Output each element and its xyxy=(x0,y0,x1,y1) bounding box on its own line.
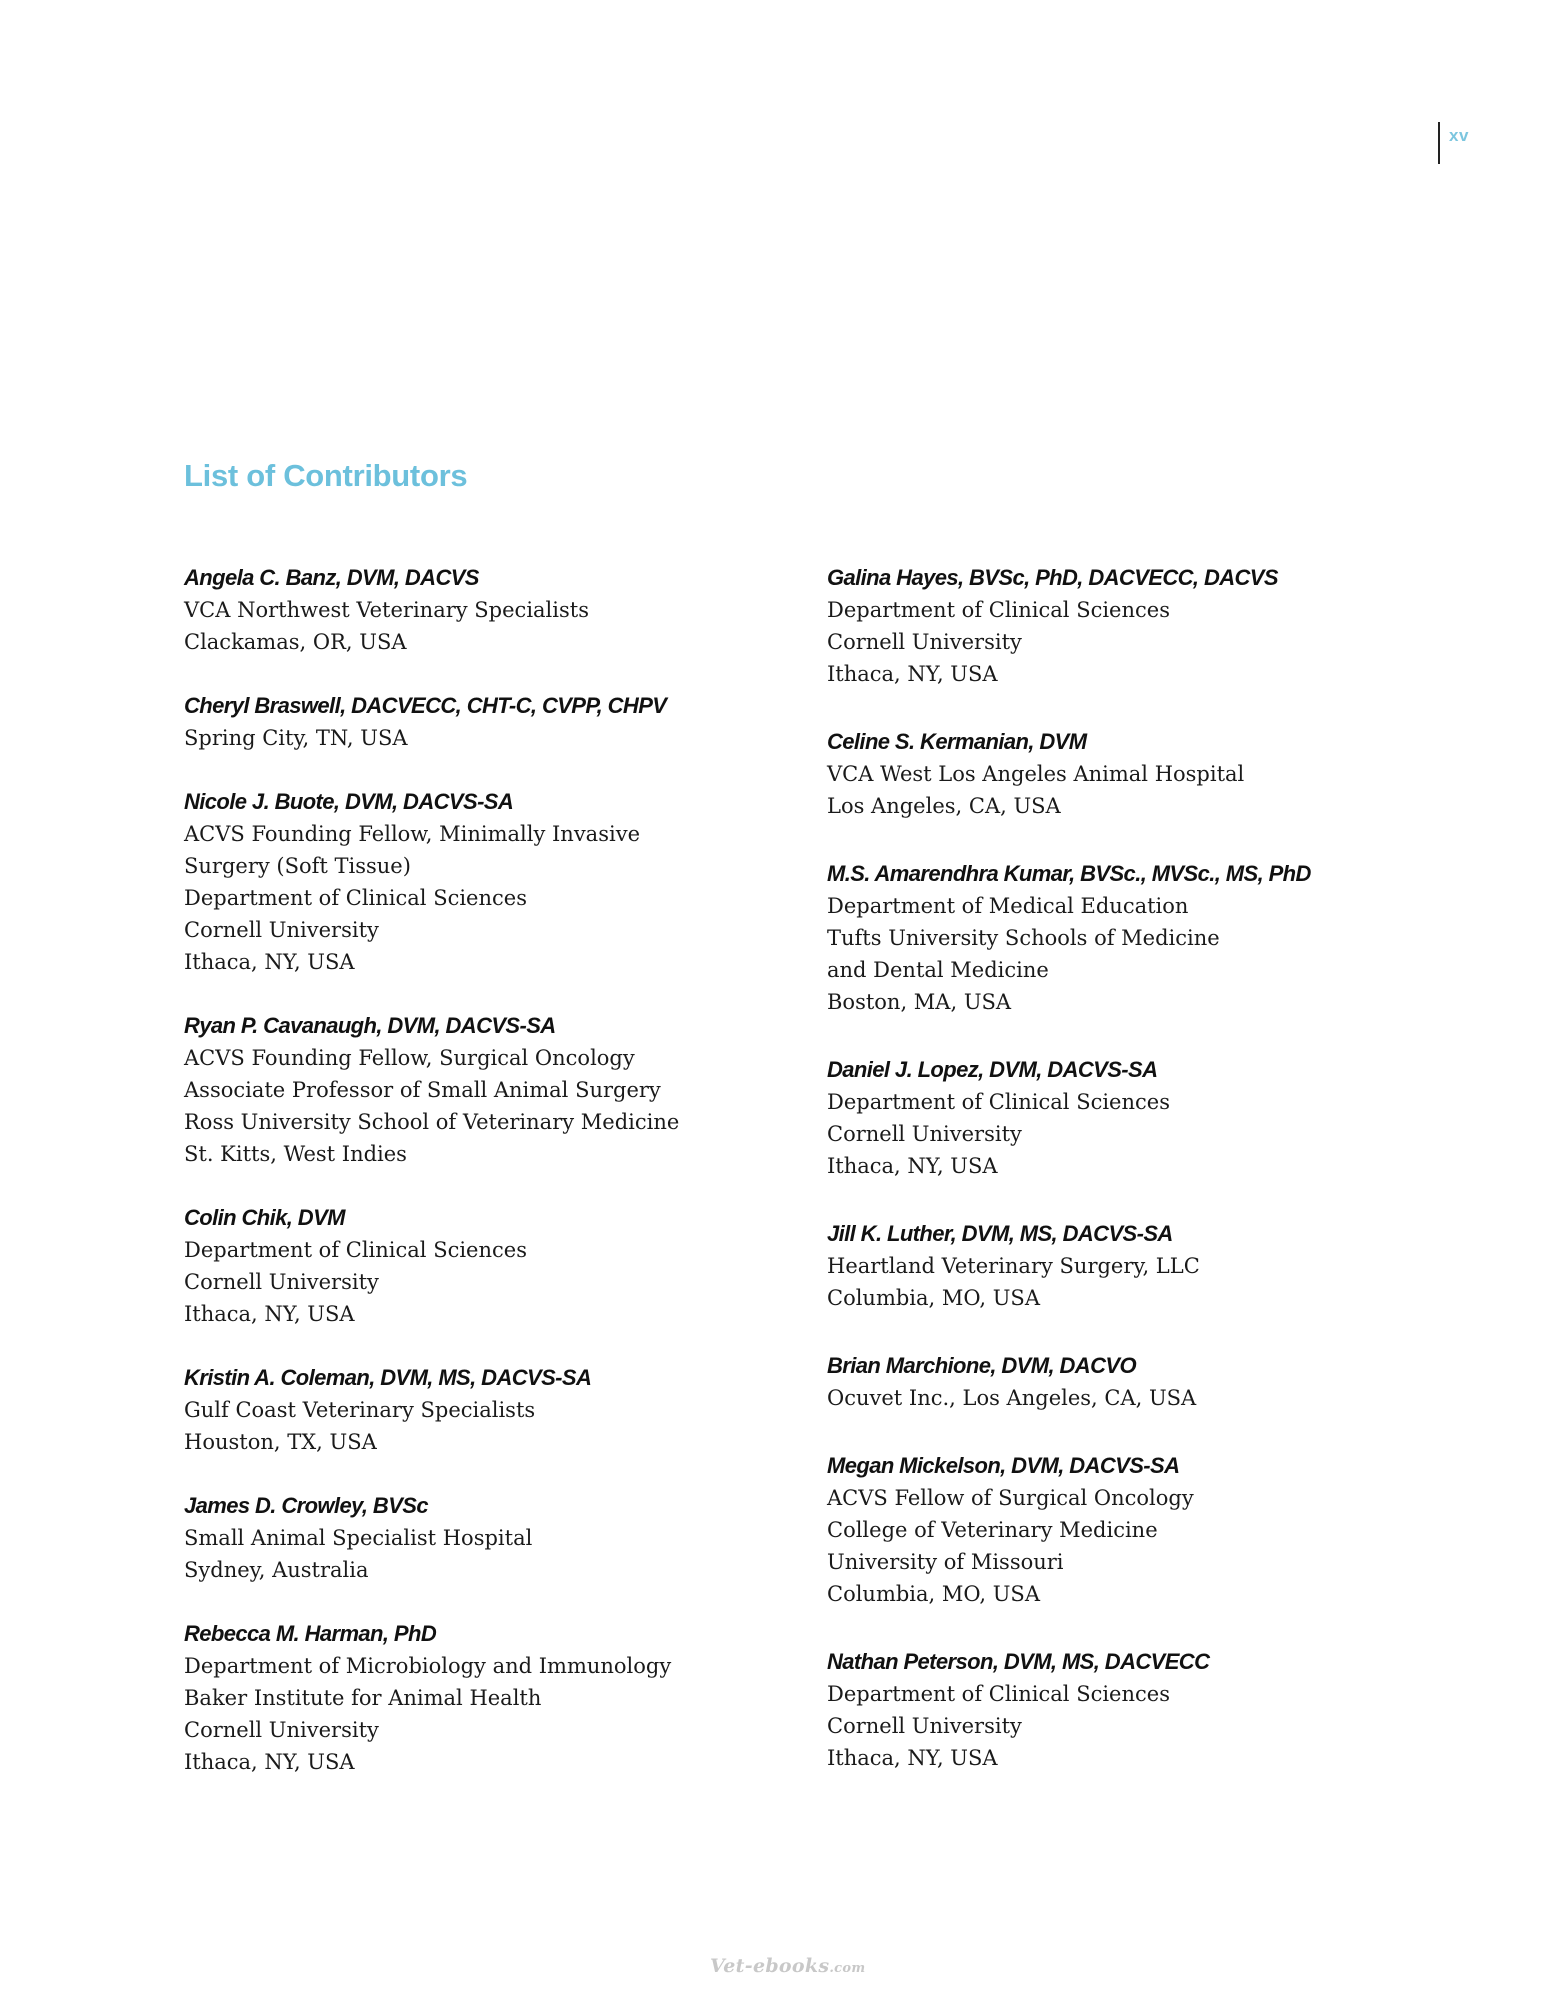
contributor-affiliation-line: College of Veterinary Medicine xyxy=(827,1518,1158,1542)
contributor-name: Nathan Peterson, DVM, MS, DACVECC xyxy=(827,1649,1210,1674)
contributor-affiliation-line: Tufts University Schools of Medicine xyxy=(827,926,1220,950)
contributor-name: Rebecca M. Harman, PhD xyxy=(184,1621,437,1646)
contributor-affiliation-line: Ocuvet Inc., Los Angeles, CA, USA xyxy=(827,1386,1197,1410)
contributor-name: Cheryl Braswell, DACVECC, CHT-C, CVPP, CHPV xyxy=(184,693,667,718)
contributor-affiliation-line: Cornell University xyxy=(184,1270,379,1294)
contributor-affiliation-line: Sydney, Australia xyxy=(184,1558,369,1582)
contributor-affiliation-line: Heartland Veterinary Surgery, LLC xyxy=(827,1254,1200,1278)
contributor-affiliation-line: ACVS Founding Fellow, Surgical Oncology xyxy=(184,1046,635,1070)
contributor-affiliation-line: Department of Clinical Sciences xyxy=(827,1090,1170,1114)
contributor-entry xyxy=(184,1010,824,1170)
contributor-affiliation-line: Spring City, TN, USA xyxy=(184,726,408,750)
contributor-affiliation-line: Boston, MA, USA xyxy=(827,990,1012,1014)
contributor-name: Colin Chik, DVM xyxy=(184,1205,345,1230)
contributor-affiliation-line: Baker Institute for Animal Health xyxy=(184,1686,542,1710)
contributor-affiliation-line: VCA Northwest Veterinary Specialists xyxy=(184,598,589,622)
contributor-affiliation-line: Ross University School of Veterinary Medicine xyxy=(184,1110,680,1134)
contributor-entry xyxy=(827,858,1467,1018)
contributor-affiliation-line: Ithaca, NY, USA xyxy=(184,1302,355,1326)
contributor-affiliation-line: Cornell University xyxy=(827,630,1022,654)
contributor-affiliation-line: Department of Clinical Sciences xyxy=(827,598,1170,622)
contributor-entry xyxy=(184,1490,824,1586)
contributor-affiliation-line: Surgery (Soft Tissue) xyxy=(184,854,411,878)
contributors-right-column xyxy=(827,562,1467,1774)
contributors-left-column xyxy=(184,562,824,1778)
contributor-affiliation-line: Houston, TX, USA xyxy=(184,1430,377,1454)
contributor-entry xyxy=(827,562,1467,690)
contributor-entry xyxy=(827,726,1467,822)
contributor-affiliation-line: Department of Clinical Sciences xyxy=(184,886,527,910)
contributor-entry xyxy=(827,1646,1467,1774)
watermark xyxy=(710,1955,865,1977)
contributor-affiliation-line: Ithaca, NY, USA xyxy=(184,950,355,974)
contributor-affiliation-line: Ithaca, NY, USA xyxy=(827,1746,998,1770)
contributor-affiliation-line: Small Animal Specialist Hospital xyxy=(184,1526,533,1550)
contributor-name: Daniel J. Lopez, DVM, DACVS-SA xyxy=(827,1057,1158,1082)
contributor-affiliation-line: Associate Professor of Small Animal Surgery xyxy=(184,1078,661,1102)
contributor-name: M.S. Amarendhra Kumar, BVSc., MVSc., MS, PhD xyxy=(827,861,1311,886)
contributor-entry xyxy=(184,786,824,978)
contributor-entry xyxy=(827,1450,1467,1610)
contributor-affiliation-line: Department of Clinical Sciences xyxy=(184,1238,527,1262)
contributor-affiliation-line: Cornell University xyxy=(184,1718,379,1742)
page-title: List of Contributors xyxy=(184,458,468,493)
watermark-suffix: .com xyxy=(829,1961,866,1976)
contributor-name: Megan Mickelson, DVM, DACVS-SA xyxy=(827,1453,1180,1478)
contributor-affiliation-line: Department of Clinical Sciences xyxy=(827,1682,1170,1706)
contributor-affiliation-line: Columbia, MO, USA xyxy=(827,1582,1040,1606)
contributor-entry xyxy=(827,1218,1467,1314)
contributor-affiliation-line: Ithaca, NY, USA xyxy=(827,662,998,686)
contributor-affiliation-line: and Dental Medicine xyxy=(827,958,1049,982)
contributor-entry xyxy=(184,562,824,658)
contributor-name: Nicole J. Buote, DVM, DACVS-SA xyxy=(184,789,514,814)
contributor-entry xyxy=(184,690,824,754)
contributor-affiliation-line: ACVS Founding Fellow, Minimally Invasive xyxy=(184,822,640,846)
contributor-entry xyxy=(184,1618,824,1778)
contributor-name: Kristin A. Coleman, DVM, MS, DACVS-SA xyxy=(184,1365,592,1390)
page-number: xv xyxy=(1449,126,1469,145)
contributor-name: James D. Crowley, BVSc xyxy=(184,1493,428,1518)
contributor-affiliation-line: St. Kitts, West Indies xyxy=(184,1142,407,1166)
contributor-name: Brian Marchione, DVM, DACVO xyxy=(827,1353,1136,1378)
contributor-affiliation-line: Gulf Coast Veterinary Specialists xyxy=(184,1398,536,1422)
contributor-name: Ryan P. Cavanaugh, DVM, DACVS-SA xyxy=(184,1013,556,1038)
contributor-affiliation-line: Ithaca, NY, USA xyxy=(827,1154,998,1178)
contributor-entry xyxy=(184,1362,824,1458)
contributor-affiliation-line: Columbia, MO, USA xyxy=(827,1286,1040,1310)
contributor-affiliation-line: Cornell University xyxy=(827,1714,1022,1738)
contributor-entry xyxy=(827,1054,1467,1182)
contributor-affiliation-line: Cornell University xyxy=(827,1122,1022,1146)
watermark-main: Vet-ebooks xyxy=(710,1955,830,1977)
contributor-affiliation-line: Clackamas, OR, USA xyxy=(184,630,407,654)
contributor-entry xyxy=(827,1350,1467,1414)
contributor-affiliation-line: Ithaca, NY, USA xyxy=(184,1750,355,1774)
contributor-affiliation-line: Los Angeles, CA, USA xyxy=(827,794,1061,818)
contributor-affiliation-line: Department of Microbiology and Immunology xyxy=(184,1654,672,1678)
contributor-affiliation-line: University of Missouri xyxy=(827,1550,1064,1574)
contributor-affiliation-line: ACVS Fellow of Surgical Oncology xyxy=(827,1486,1194,1510)
contributor-affiliation-line: VCA West Los Angeles Animal Hospital xyxy=(827,762,1245,786)
contributor-name: Jill K. Luther, DVM, MS, DACVS-SA xyxy=(827,1221,1173,1246)
page-number-rule xyxy=(1438,122,1440,164)
contributor-affiliation-line: Cornell University xyxy=(184,918,379,942)
contributor-name: Celine S. Kermanian, DVM xyxy=(827,729,1087,754)
contributor-name: Galina Hayes, BVSc, PhD, DACVECC, DACVS xyxy=(827,565,1278,590)
contributor-name: Angela C. Banz, DVM, DACVS xyxy=(184,565,479,590)
contributor-affiliation-line: Department of Medical Education xyxy=(827,894,1189,918)
contributor-entry xyxy=(184,1202,824,1330)
